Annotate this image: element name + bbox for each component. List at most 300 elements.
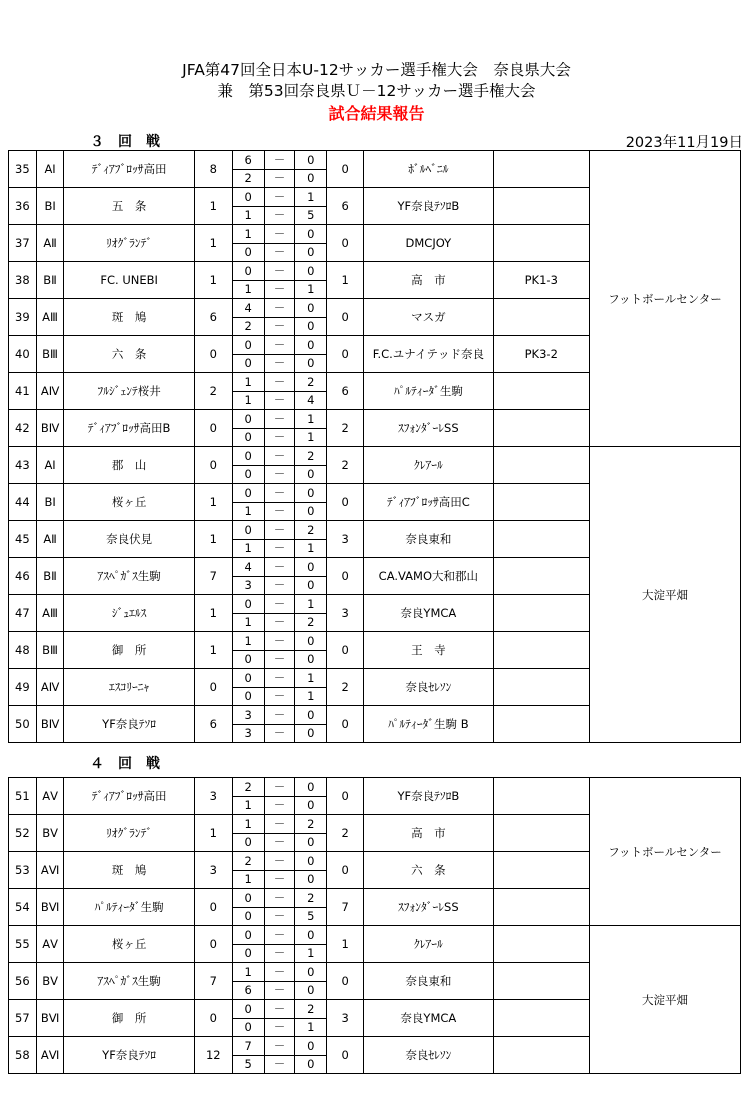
away-second-half-score: 0 [295, 243, 327, 262]
match-note [493, 889, 590, 926]
home-team: ｴｽｺﾘｰﾆｬ [64, 669, 194, 706]
score-separator: － [264, 465, 295, 484]
score-separator: － [264, 778, 295, 797]
home-team: 斑 鳩 [64, 299, 194, 336]
match-number: 56 [9, 963, 37, 1000]
home-second-half-score: 1 [232, 613, 264, 632]
home-total-score: 6 [194, 706, 232, 743]
match-note [493, 373, 590, 410]
match-block: BⅣ [36, 410, 64, 447]
match-note: PK1-3 [493, 262, 590, 299]
score-separator: － [264, 354, 295, 373]
home-second-half-score: 0 [232, 465, 264, 484]
home-second-half-score: 3 [232, 724, 264, 743]
home-total-score: 0 [194, 447, 232, 484]
match-note [493, 151, 590, 188]
home-second-half-score: 0 [232, 243, 264, 262]
match-block: AⅥ [36, 1037, 64, 1074]
home-team: FC. UNEBI [64, 262, 194, 299]
match-note [493, 521, 590, 558]
away-first-half-score: 0 [295, 632, 327, 651]
score-separator: － [264, 280, 295, 299]
home-second-half-score: 0 [232, 354, 264, 373]
home-total-score: 6 [194, 299, 232, 336]
match-block: BⅥ [36, 1000, 64, 1037]
score-separator: － [264, 447, 295, 466]
match-block: BⅥ [36, 889, 64, 926]
score-separator: － [264, 833, 295, 852]
score-separator: － [264, 225, 295, 244]
away-second-half-score: 0 [295, 796, 327, 815]
home-total-score: 1 [194, 188, 232, 225]
match-note [493, 1037, 590, 1074]
match-block: BⅢ [36, 336, 64, 373]
match-note [493, 706, 590, 743]
home-first-half-score: 0 [232, 410, 264, 429]
home-team: ﾃﾞｨｱﾌﾞﾛｯｻ高田 [64, 151, 194, 188]
match-number: 50 [9, 706, 37, 743]
home-second-half-score: 1 [232, 796, 264, 815]
away-total-score: 7 [327, 889, 364, 926]
home-total-score: 0 [194, 1000, 232, 1037]
match-number: 43 [9, 447, 37, 484]
score-separator: － [264, 1037, 295, 1056]
home-second-half-score: 0 [232, 833, 264, 852]
home-total-score: 0 [194, 889, 232, 926]
match-number: 49 [9, 669, 37, 706]
venue-label: 大淀平畑 [590, 926, 741, 1074]
home-total-score: 1 [194, 815, 232, 852]
match-number: 58 [9, 1037, 37, 1074]
home-first-half-score: 1 [232, 632, 264, 651]
away-team: 奈良ｾﾚｿﾝ [364, 669, 493, 706]
away-second-half-score: 0 [295, 354, 327, 373]
match-note [493, 926, 590, 963]
away-total-score: 0 [327, 632, 364, 669]
home-first-half-score: 2 [232, 778, 264, 797]
away-team: 高 市 [364, 262, 493, 299]
away-second-half-score: 0 [295, 317, 327, 336]
away-first-half-score: 0 [295, 1037, 327, 1056]
away-team: ｸﾚｱｰﾙ [364, 926, 493, 963]
match-number: 40 [9, 336, 37, 373]
home-first-half-score: 1 [232, 963, 264, 982]
home-team: 桜ヶ丘 [64, 926, 194, 963]
match-note [493, 558, 590, 595]
away-second-half-score: 0 [295, 1055, 327, 1074]
score-separator: － [264, 410, 295, 429]
match-number: 39 [9, 299, 37, 336]
away-first-half-score: 0 [295, 852, 327, 871]
home-second-half-score: 0 [232, 650, 264, 669]
home-total-score: 1 [194, 521, 232, 558]
round-3-heading: ３ 回 戦 [90, 134, 160, 150]
home-team: ﾊﾟﾙﾃｨｰﾀﾞ生駒 [64, 889, 194, 926]
score-separator: － [264, 981, 295, 1000]
away-team: 六 条 [364, 852, 493, 889]
home-team: ｼﾞｭｴﾙｽ [64, 595, 194, 632]
home-total-score: 0 [194, 926, 232, 963]
away-total-score: 6 [327, 373, 364, 410]
away-second-half-score: 0 [295, 465, 327, 484]
home-first-half-score: 0 [232, 926, 264, 945]
match-block: BⅢ [36, 632, 64, 669]
match-block: BⅠ [36, 188, 64, 225]
home-team: 六 条 [64, 336, 194, 373]
match-number: 37 [9, 225, 37, 262]
match-number: 57 [9, 1000, 37, 1037]
away-second-half-score: 0 [295, 502, 327, 521]
score-separator: － [264, 169, 295, 188]
home-second-half-score: 1 [232, 870, 264, 889]
venue-label: 大淀平畑 [590, 447, 741, 743]
match-number: 44 [9, 484, 37, 521]
home-team: 御 所 [64, 632, 194, 669]
away-second-half-score: 0 [295, 169, 327, 188]
match-number: 55 [9, 926, 37, 963]
home-total-score: 1 [194, 262, 232, 299]
match-number: 54 [9, 889, 37, 926]
match-row [9, 151, 741, 170]
home-second-half-score: 3 [232, 576, 264, 595]
score-separator: － [264, 299, 295, 318]
away-team: ﾃﾞｨｱﾌﾞﾛｯｻ高田C [364, 484, 493, 521]
away-first-half-score: 1 [295, 595, 327, 614]
score-separator: － [264, 484, 295, 503]
home-team: ﾌﾙｼﾞｪﾝﾃ桜井 [64, 373, 194, 410]
score-separator: － [264, 852, 295, 871]
away-first-half-score: 2 [295, 373, 327, 392]
home-second-half-score: 0 [232, 687, 264, 706]
score-separator: － [264, 870, 295, 889]
tournament-title: JFA第47回全日本U-12サッカー選手権大会 奈良県大会 [182, 61, 571, 79]
score-separator: － [264, 151, 295, 170]
away-team: 王 寺 [364, 632, 493, 669]
score-separator: － [264, 1055, 295, 1074]
away-total-score: 0 [327, 336, 364, 373]
match-number: 41 [9, 373, 37, 410]
away-total-score: 0 [327, 778, 364, 815]
match-number: 51 [9, 778, 37, 815]
match-number: 47 [9, 595, 37, 632]
home-team: YF奈良ﾃｿﾛ [64, 1037, 194, 1074]
match-block: AⅡ [36, 521, 64, 558]
home-first-half-score: 0 [232, 484, 264, 503]
match-note [493, 815, 590, 852]
home-second-half-score: 0 [232, 428, 264, 447]
away-second-half-score: 0 [295, 870, 327, 889]
home-first-half-score: 1 [232, 815, 264, 834]
tournament-subtitle: 兼 第53回奈良県Ｕ－12サッカー選手権大会 [217, 82, 536, 100]
score-separator: － [264, 428, 295, 447]
report-title: 試合結果報告 [328, 104, 425, 123]
match-block: AⅣ [36, 669, 64, 706]
score-separator: － [264, 815, 295, 834]
home-first-half-score: 3 [232, 706, 264, 725]
score-separator: － [264, 669, 295, 688]
score-separator: － [264, 706, 295, 725]
home-total-score: 1 [194, 595, 232, 632]
home-total-score: 7 [194, 963, 232, 1000]
away-total-score: 1 [327, 262, 364, 299]
match-note [493, 447, 590, 484]
score-separator: － [264, 613, 295, 632]
home-second-half-score: 1 [232, 280, 264, 299]
away-total-score: 6 [327, 188, 364, 225]
match-number: 46 [9, 558, 37, 595]
venue-label: フットボールセンター [590, 151, 741, 447]
away-first-half-score: 0 [295, 963, 327, 982]
home-first-half-score: 1 [232, 373, 264, 392]
away-first-half-score: 1 [295, 669, 327, 688]
away-team: 奈良東和 [364, 521, 493, 558]
score-separator: － [264, 539, 295, 558]
match-note [493, 963, 590, 1000]
away-team: ﾊﾟﾙﾃｨｰﾀﾞ生駒 [364, 373, 493, 410]
home-second-half-score: 2 [232, 317, 264, 336]
home-team: 御 所 [64, 1000, 194, 1037]
away-first-half-score: 2 [295, 815, 327, 834]
match-note [493, 1000, 590, 1037]
away-total-score: 3 [327, 1000, 364, 1037]
score-separator: － [264, 926, 295, 945]
away-second-half-score: 1 [295, 1018, 327, 1037]
score-separator: － [264, 336, 295, 355]
score-separator: － [264, 558, 295, 577]
match-row [9, 447, 741, 466]
home-total-score: 0 [194, 410, 232, 447]
home-total-score: 3 [194, 852, 232, 889]
match-number: 36 [9, 188, 37, 225]
away-total-score: 3 [327, 595, 364, 632]
match-block: BⅠ [36, 484, 64, 521]
away-total-score: 3 [327, 521, 364, 558]
away-team: F.C.ユナイテッド奈良 [364, 336, 493, 373]
score-separator: － [264, 650, 295, 669]
score-separator: － [264, 317, 295, 336]
away-team: 奈良YMCA [364, 1000, 493, 1037]
home-total-score: 8 [194, 151, 232, 188]
away-first-half-score: 2 [295, 889, 327, 908]
away-second-half-score: 0 [295, 833, 327, 852]
away-total-score: 0 [327, 299, 364, 336]
match-note [493, 852, 590, 889]
home-second-half-score: 0 [232, 1018, 264, 1037]
match-note [493, 225, 590, 262]
match-block: BⅣ [36, 706, 64, 743]
home-first-half-score: 6 [232, 151, 264, 170]
away-team: 奈良YMCA [364, 595, 493, 632]
away-total-score: 0 [327, 1037, 364, 1074]
score-separator: － [264, 391, 295, 410]
away-total-score: 2 [327, 815, 364, 852]
match-block: AⅠ [36, 447, 64, 484]
home-second-half-score: 1 [232, 391, 264, 410]
round-4-heading: ４ 回 戦 [90, 756, 160, 772]
home-total-score: 1 [194, 632, 232, 669]
home-total-score: 3 [194, 778, 232, 815]
away-total-score: 0 [327, 706, 364, 743]
home-team: 五 条 [64, 188, 194, 225]
match-row [9, 778, 741, 797]
home-total-score: 0 [194, 669, 232, 706]
away-total-score: 2 [327, 669, 364, 706]
home-first-half-score: 0 [232, 521, 264, 540]
score-separator: － [264, 521, 295, 540]
away-second-half-score: 4 [295, 391, 327, 410]
match-block: AⅡ [36, 225, 64, 262]
match-block: BⅡ [36, 558, 64, 595]
match-number: 52 [9, 815, 37, 852]
away-first-half-score: 2 [295, 447, 327, 466]
score-separator: － [264, 889, 295, 908]
home-first-half-score: 0 [232, 889, 264, 908]
match-block: AⅤ [36, 778, 64, 815]
score-separator: － [264, 724, 295, 743]
away-total-score: 0 [327, 558, 364, 595]
match-note [493, 669, 590, 706]
away-team: YF奈良ﾃｿﾛB [364, 778, 493, 815]
match-note: PK3-2 [493, 336, 590, 373]
away-first-half-score: 2 [295, 521, 327, 540]
home-team: 奈良伏見 [64, 521, 194, 558]
away-second-half-score: 5 [295, 907, 327, 926]
away-team: DMCJOY [364, 225, 493, 262]
score-separator: － [264, 262, 295, 281]
home-first-half-score: 4 [232, 558, 264, 577]
away-team: ﾎﾞﾙﾍﾞﾆﾙ [364, 151, 493, 188]
score-separator: － [264, 243, 295, 262]
away-total-score: 1 [327, 926, 364, 963]
away-second-half-score: 1 [295, 539, 327, 558]
home-total-score: 1 [194, 484, 232, 521]
home-team: ｱｽﾍﾟｶﾞｽ生駒 [64, 558, 194, 595]
away-first-half-score: 0 [295, 706, 327, 725]
score-separator: － [264, 944, 295, 963]
away-second-half-score: 1 [295, 687, 327, 706]
home-total-score: 1 [194, 225, 232, 262]
away-team: ｽﾌｫﾝﾀﾞｰﾚSS [364, 889, 493, 926]
away-total-score: 0 [327, 963, 364, 1000]
home-first-half-score: 4 [232, 299, 264, 318]
away-team: ｽﾌｫﾝﾀﾞｰﾚSS [364, 410, 493, 447]
home-team: ﾘｵｸﾞﾗﾝﾃﾞ [64, 815, 194, 852]
away-total-score: 0 [327, 225, 364, 262]
home-first-half-score: 0 [232, 1000, 264, 1019]
away-second-half-score: 0 [295, 650, 327, 669]
score-separator: － [264, 687, 295, 706]
score-separator: － [264, 188, 295, 207]
match-row [9, 926, 741, 945]
away-total-score: 0 [327, 151, 364, 188]
match-note [493, 410, 590, 447]
score-separator: － [264, 796, 295, 815]
round-4-results-table [8, 777, 741, 1074]
away-total-score: 0 [327, 852, 364, 889]
home-second-half-score: 2 [232, 169, 264, 188]
home-second-half-score: 1 [232, 539, 264, 558]
home-second-half-score: 1 [232, 206, 264, 225]
home-second-half-score: 6 [232, 981, 264, 1000]
score-separator: － [264, 595, 295, 614]
match-number: 48 [9, 632, 37, 669]
home-first-half-score: 1 [232, 225, 264, 244]
round-3-results-table [8, 150, 741, 743]
away-team: YF奈良ﾃｿﾛB [364, 188, 493, 225]
away-first-half-score: 0 [295, 262, 327, 281]
home-second-half-score: 5 [232, 1055, 264, 1074]
away-team: 奈良東和 [364, 963, 493, 1000]
match-note [493, 299, 590, 336]
away-team: 高 市 [364, 815, 493, 852]
home-team: ﾘｵｸﾞﾗﾝﾃﾞ [64, 225, 194, 262]
match-note [493, 484, 590, 521]
match-note [493, 632, 590, 669]
score-separator: － [264, 963, 295, 982]
away-second-half-score: 1 [295, 280, 327, 299]
away-team: ｸﾚｱｰﾙ [364, 447, 493, 484]
away-first-half-score: 0 [295, 225, 327, 244]
score-separator: － [264, 632, 295, 651]
home-first-half-score: 0 [232, 669, 264, 688]
away-second-half-score: 0 [295, 576, 327, 595]
match-block: AⅢ [36, 595, 64, 632]
match-block: BⅤ [36, 815, 64, 852]
away-total-score: 0 [327, 484, 364, 521]
home-first-half-score: 2 [232, 852, 264, 871]
away-first-half-score: 1 [295, 188, 327, 207]
away-second-half-score: 0 [295, 981, 327, 1000]
match-block: AⅤ [36, 926, 64, 963]
away-second-half-score: 0 [295, 724, 327, 743]
match-block: BⅡ [36, 262, 64, 299]
score-separator: － [264, 576, 295, 595]
match-block: AⅥ [36, 852, 64, 889]
match-note [493, 595, 590, 632]
home-second-half-score: 1 [232, 502, 264, 521]
home-team: ﾃﾞｨｱﾌﾞﾛｯｻ高田 [64, 778, 194, 815]
score-separator: － [264, 373, 295, 392]
match-number: 38 [9, 262, 37, 299]
score-separator: － [264, 206, 295, 225]
away-second-half-score: 1 [295, 428, 327, 447]
away-first-half-score: 0 [295, 299, 327, 318]
home-team: YF奈良ﾃｿﾛ [64, 706, 194, 743]
away-team: CA.VAMO大和郡山 [364, 558, 493, 595]
away-second-half-score: 5 [295, 206, 327, 225]
home-first-half-score: 7 [232, 1037, 264, 1056]
score-separator: － [264, 907, 295, 926]
away-first-half-score: 0 [295, 151, 327, 170]
away-first-half-score: 0 [295, 778, 327, 797]
score-separator: － [264, 502, 295, 521]
home-total-score: 7 [194, 558, 232, 595]
away-total-score: 2 [327, 447, 364, 484]
match-number: 45 [9, 521, 37, 558]
away-second-half-score: 2 [295, 613, 327, 632]
match-number: 53 [9, 852, 37, 889]
match-block: AⅠ [36, 151, 64, 188]
match-block: AⅢ [36, 299, 64, 336]
match-block: BⅤ [36, 963, 64, 1000]
score-separator: － [264, 1000, 295, 1019]
match-note [493, 188, 590, 225]
away-team: 奈良ｾﾚｿﾝ [364, 1037, 493, 1074]
away-first-half-score: 0 [295, 484, 327, 503]
away-first-half-score: 0 [295, 926, 327, 945]
match-note [493, 778, 590, 815]
home-first-half-score: 0 [232, 336, 264, 355]
